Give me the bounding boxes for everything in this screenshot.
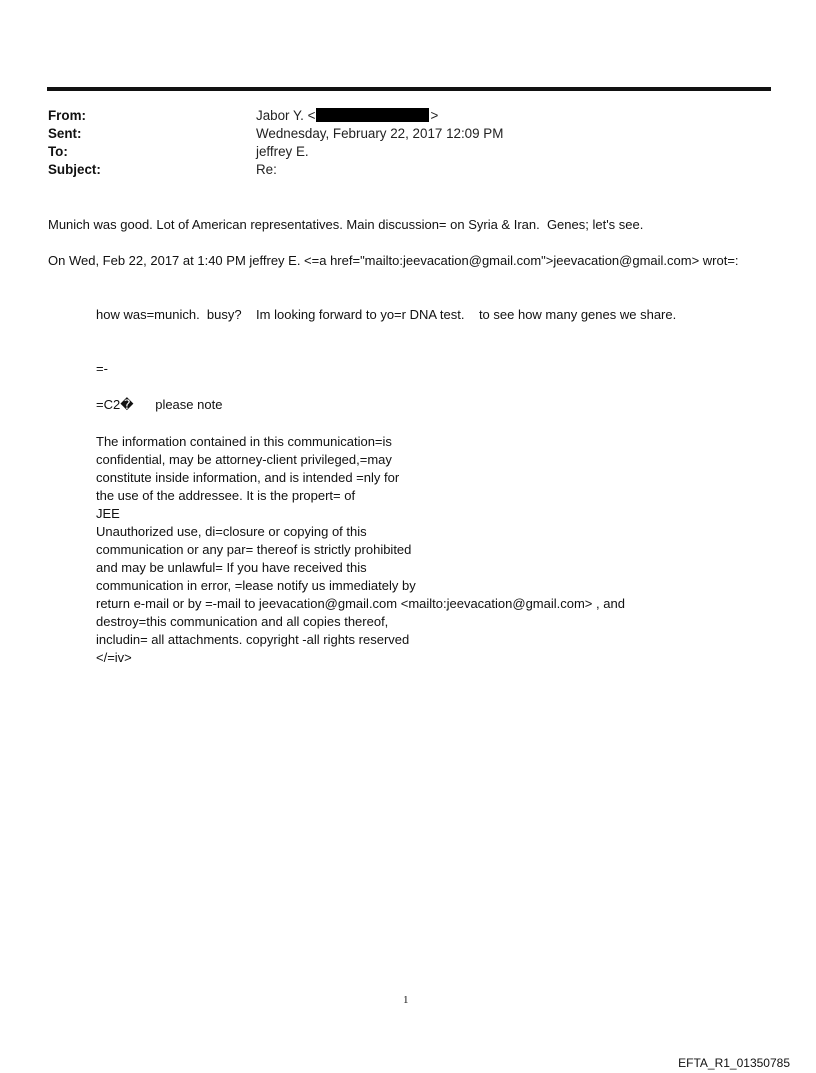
redaction-box [316, 108, 429, 122]
notice-line: return e-mail or by =-mail to jeevacation@gmail.com <mailto:jeevacation@gmail.com> , and [96, 596, 625, 611]
confidentiality-notice [96, 433, 625, 667]
subject-row [48, 161, 503, 179]
to-value: jeffrey E. [256, 144, 309, 159]
notice-line: and may be unlawful= If you have received this [96, 560, 367, 575]
quoted-message: how was=munich. busy? Im looking forward to yo=r DNA test. to see how many genes we share. [96, 307, 677, 322]
from-label: From: [48, 108, 86, 123]
notice-line: the use of the addressee. It is the propert= of [96, 488, 356, 503]
notice-line: The information contained in this communication=is [96, 434, 392, 449]
from-bracket: > [430, 108, 439, 123]
sent-row [48, 125, 503, 143]
notice-line: includin= all attachments. copyright -all rights reserved [96, 632, 410, 647]
notice-line: Unauthorized use, di=closure or copying of this [96, 524, 367, 539]
subject-value: Re: [256, 162, 277, 177]
email-header [48, 107, 503, 179]
subject-label: Subject: [48, 162, 101, 177]
quote-header: On Wed, Feb 22, 2017 at 1:40 PM jeffrey E. <=a href="mailto:jeevacation@gmail.com">jeevacation@gmail.com> wrot=: [48, 253, 739, 268]
encoding-artifact: =- [96, 361, 108, 376]
to-label: To: [48, 144, 68, 159]
top-rule [47, 87, 771, 91]
notice-line: communication in error, =lease notify us immediately by [96, 578, 416, 593]
notice-line: </=iv> [96, 650, 132, 665]
document-id: EFTA_R1_01350785 [678, 1056, 790, 1070]
reply-text: Munich was good. Lot of American representatives. Main discussion= on Syria & Iran. Genes; let's see. [48, 217, 644, 232]
notice-line: destroy=this communication and all copies thereof, [96, 614, 389, 629]
from-value [256, 107, 438, 125]
notice-line: JEE [96, 506, 120, 521]
from-name: Jabor Y. < [256, 108, 316, 123]
sent-value: Wednesday, February 22, 2017 12:09 PM [256, 126, 504, 141]
notice-line: communication or any par= thereof is strictly prohibited [96, 542, 412, 557]
please-note: =C2� please note [96, 397, 223, 412]
notice-line: constitute inside information, and is intended =nly for [96, 470, 400, 485]
to-row [48, 143, 503, 161]
sent-label: Sent: [48, 126, 82, 141]
notice-line: confidential, may be attorney-client privileged,=may [96, 452, 392, 467]
page-number: 1 [403, 994, 409, 1006]
from-row [48, 107, 503, 125]
